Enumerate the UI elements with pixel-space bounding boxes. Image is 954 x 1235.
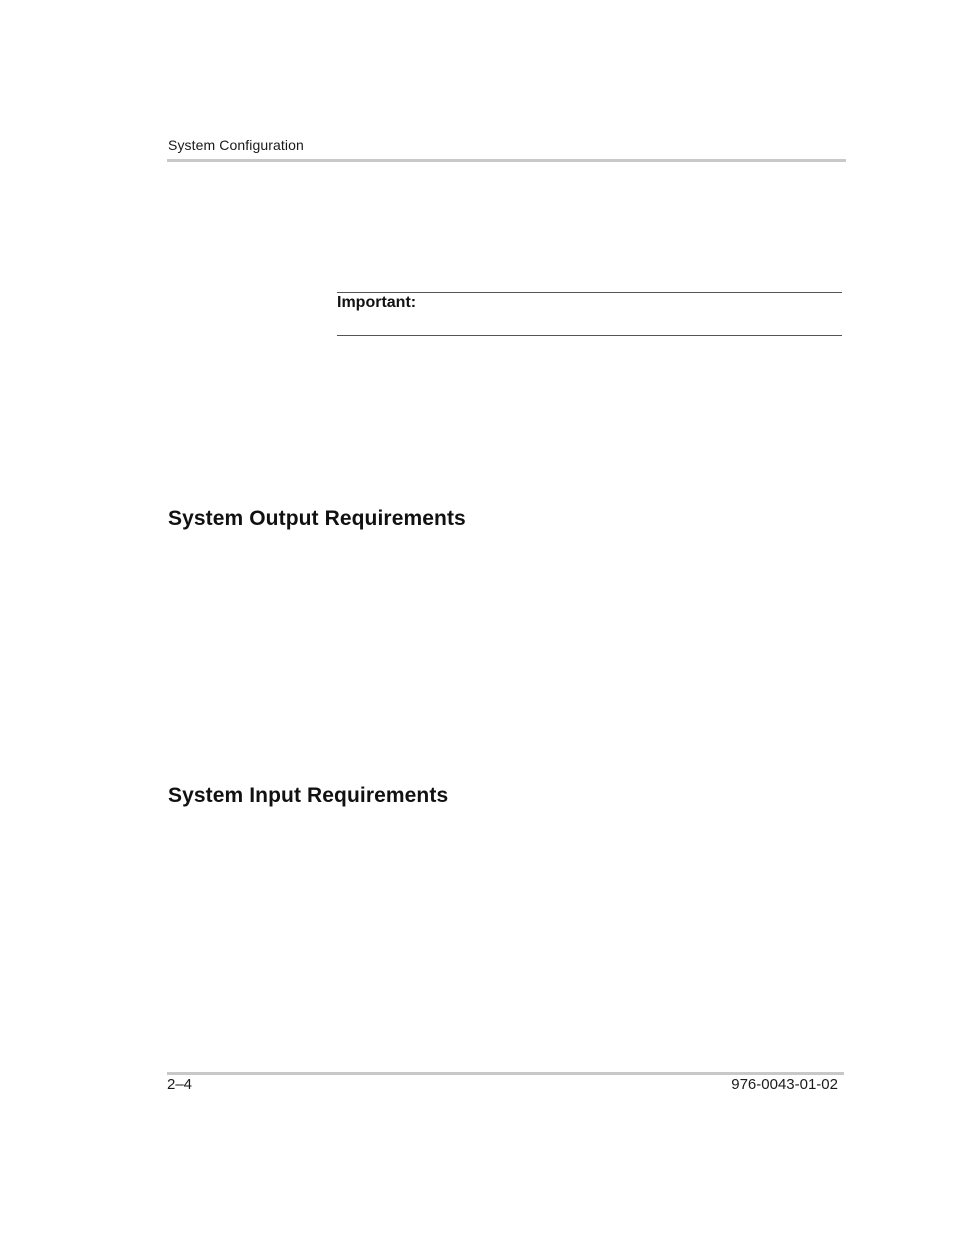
header-divider [167,159,846,162]
footer-divider [167,1072,844,1075]
document-number: 976-0043-01-02 [731,1076,838,1093]
system-output-requirements-heading: System Output Requirements [168,507,466,530]
page-number: 2–4 [167,1076,193,1093]
system-input-requirements-heading: System Input Requirements [168,784,449,807]
important-label: Important: [337,294,417,311]
important-bottom-divider [337,335,842,336]
running-header: System Configuration [168,137,304,153]
important-top-divider [337,292,842,293]
